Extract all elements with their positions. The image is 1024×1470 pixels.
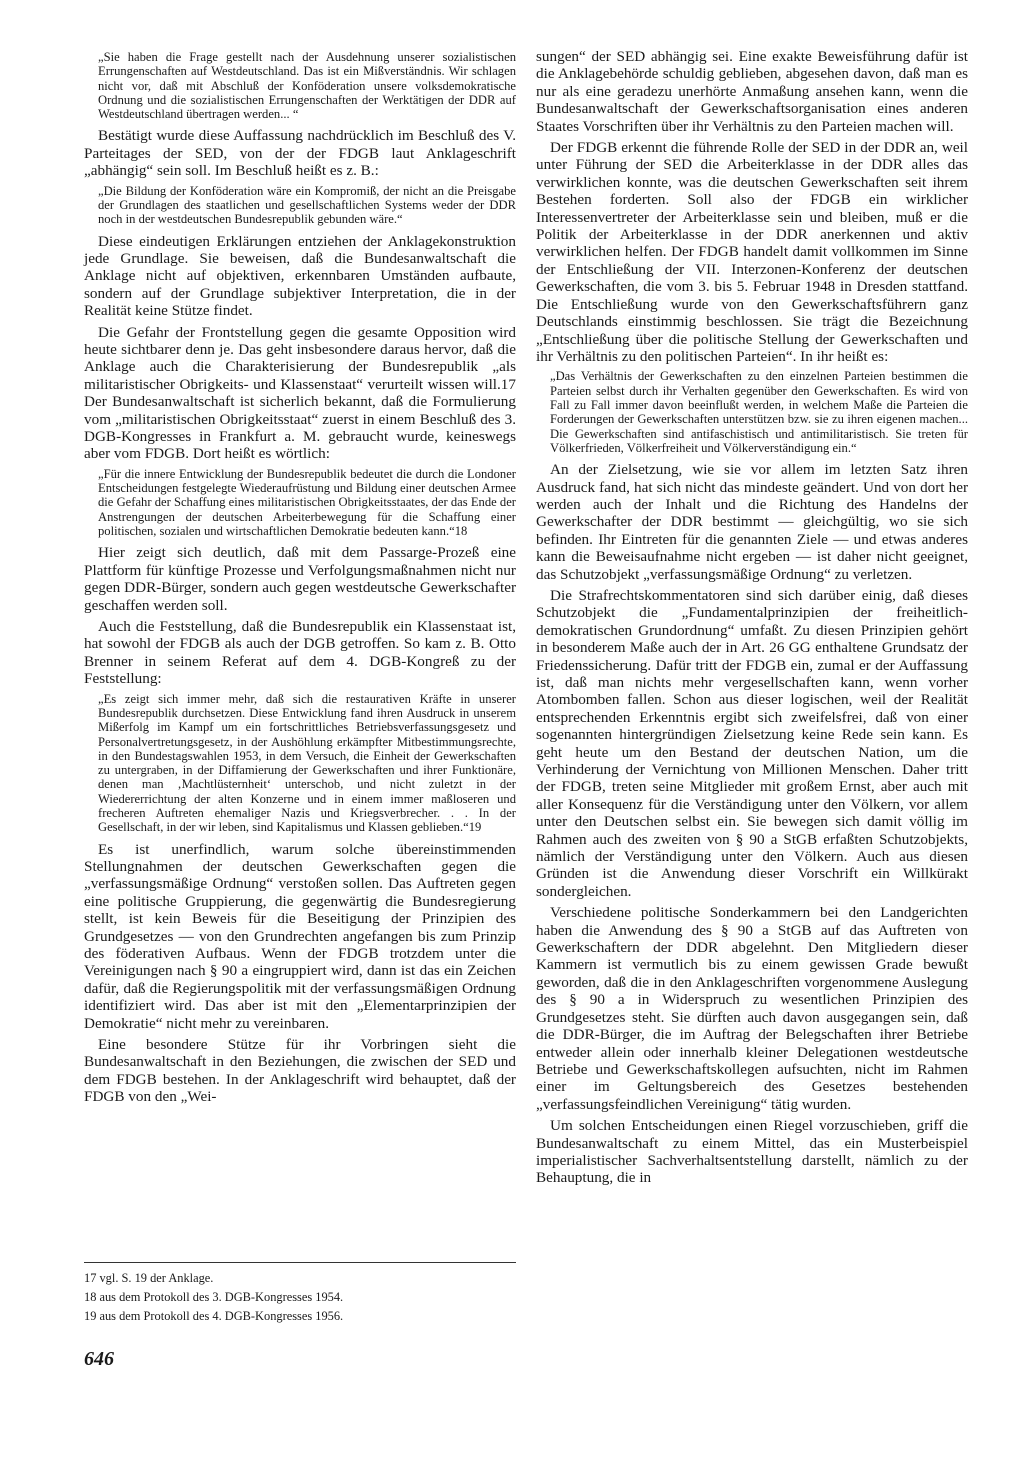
block-quote: „Die Bildung der Konföderation wäre ein Kompromiß, der nicht an die Preisgabe der Grundlagen des staatlichen und gesellschaftlichen Systems weder der DDR noch in der westdeutschen Bundesrepublik gebunden wäre.“ — [98, 183, 516, 227]
paragraph: Die Gefahr der Frontstellung gegen die gesamte Opposition wird heute sichtbarer denn je. Das geht insbesondere daraus hervor, daß die Anklage auch die Charakterisierung der Bundesrepublik „als militaristischer Obrigkeits- und Klassenstaat“ verurteilt wissen will.17 Der Bundesanwaltschaft ist sicherlich bekannt, daß die Formulierung vom „militaristischen Obrigkeitsstaat“ zuerst in einem Beschluß des 3. DGB-Kongresses in Frankfurt a. M. gebraucht wurde, keineswegs aber vom FDGB. Dort heißt es wörtlich: — [84, 323, 516, 463]
paragraph: Es ist unerfindlich, warum solche übereinstimmenden Stellungnahmen der deutschen Gewerkschaften gegen die „verfassungsmäßige Ordnung“ verstoßen sollen. Das Auftreten gegen eine politische Gruppierung, die gegenwärtig die Bundesregierung stellt, ist kein Beweis für die Beseitigung der Prinzipien des Grundgesetzes — von den Grundrechten angefangen bis zum Prinzip des föderativen Aufbaus. Wenn der FDGB trotzdem unter die Vereinigungen nach § 90 a eingruppiert wird, dann ist das ein Zeichen dafür, daß die Regierungspolitik mit der verfassungsmäßigen Ordnung identifiziert wird. Das aber ist mit den „Elementarprinzipien der Demokratie“ nicht mehr zu vereinbaren. — [84, 840, 516, 1032]
block-quote: „Es zeigt sich immer mehr, daß sich die restaurativen Kräfte in unserer Bundesrepublik durchsetzen. Diese Entwicklung fand ihren Ausdruck in unserem Mißerfolg im Kampf um ein fortschrittliches Betriebsverfassungsgesetz und Personalvertretungsgesetz, in der Aushöhlung erkämpfter Mitbestimmungsrechte, in den Bundestagswahlen 1953, in dem Versuch, die Einheit der Gewerkschaften zu untergraben, in der Diffamierung der Gewerkschaften und ihrer Funktionäre, denen man ‚Machtlüsternheit‘ unterschob, und nicht zuletzt in der Wiedererrichtung der alten Konzerne und in einem immer maßloseren und frecheren Auftreten ehemaliger Nazis und Kriegsverbrecher. . . In der Gesellschaft, in der wir leben, sind Kapitalismus und Klassen geblieben.“19 — [98, 691, 516, 835]
footnotes — [84, 1262, 516, 1326]
paragraph: Verschiedene politische Sonderkammern bei den Landgerichten haben die Anwendung des § 90 a StGB auf das Auftreten von Gewerkschaftern der DDR abgelehnt. Den Mitgliedern dieser Kammern ist vermutlich bis zu einem gewissen Grade bewußt geworden, daß die in den Anklageschriften vorgenommene Auslegung des § 90 a in Widerspruch zu wesentlichen Prinzipien des Grundgesetzes steht. Sie dürften auch davon ausgegangen sein, daß die DDR-Bürger, die im Auftrag der Belegschaften ihrer Betriebe entweder allein oder innerhalb kleiner Delegationen westdeutsche Betriebe und Gewerkschaftskollegen aufsuchten, nicht im Rahmen einer im Geltungsbereich des Gesetzes bestehenden „verfassungsfeindlichen Vereinigung“ tätig wurden. — [536, 904, 968, 1113]
right-column — [536, 48, 968, 1191]
footnote-18: 18 aus dem Protokoll des 3. DGB-Kongresses 1954. — [84, 1290, 344, 1304]
left-column — [84, 48, 516, 1110]
document-page — [84, 48, 968, 1420]
paragraph: Eine besondere Stütze für ihr Vorbringen sieht die Bundesanwaltschaft in den Beziehungen, die zwischen der SED und dem FDGB bestehen. In der Anklageschrift wird behauptet, daß der FDGB von den „Wei- — [84, 1036, 516, 1106]
block-quote: „Sie haben die Frage gestellt nach der Ausdehnung unserer sozialistischen Errungenschaften auf Westdeutschland. Das ist ein Mißverständnis. Wir schlagen nicht vor, daß mit Abschluß der Konföderation unsere volksdemokratische Ordnung und die sozialistischen Errungenschaften der Werktätigen der DDR auf Westdeutschland übertragen werden... “ — [98, 50, 516, 122]
paragraph: Um solchen Entscheidungen einen Riegel vorzuschieben, griff die Bundesanwaltschaft zu einem Mittel, das ein Musterbeispiel imperialistischer Sachverhaltsentstellung darstellt, nämlich zu der Behauptung, die in — [536, 1117, 968, 1187]
footnote-19: 19 aus dem Protokoll des 4. DGB-Kongresses 1956. — [84, 1309, 344, 1323]
page-number: 646 — [84, 1348, 114, 1370]
block-quote: „Das Verhältnis der Gewerkschaften zu den einzelnen Parteien bestimmen die Parteien selbst durch ihr Verhalten gegenüber den Gewerkschaften. Es wird von Fall zu Fall immer davon beeinflußt werden, in welchem Maße die Parteien die Forderungen der Gewerkschaften unterstützen bzw. sie zu ihren eigenen machen... Die Gewerkschaften sind antifaschistisch und antimilitaristisch. Sie treten für Völkerfrieden, Völkerfreiheit und Völkerverständigung ein.“ — [550, 369, 968, 455]
paragraph: An der Zielsetzung, wie sie vor allem im letzten Satz ihren Ausdruck fand, hat sich nicht das mindeste geändert. Und von dort her werden auch der Inhalt und die Richtung des Handelns der Gewerkschafter der DDR bestimmt — gleichgültig, wo sie sich befinden. Ihr Eintreten für die genannten Ziele — und etwas anderes kann die Beweisaufnahme nicht ergeben — ist daher nicht geeignet, das Schutzobjekt „verfassungsmäßige Ordnung“ zu verletzen. — [536, 461, 968, 583]
paragraph: Auch die Feststellung, daß die Bundesrepublik ein Klassenstaat ist, hat sowohl der FDGB als auch der DGB getroffen. So kam z. B. Otto Brenner in seinem Referat auf dem 4. DGB-Kongreß zu der Feststellung: — [84, 617, 516, 688]
footnote-17: 17 vgl. S. 19 der Anklage. — [84, 1271, 214, 1285]
paragraph: Diese eindeutigen Erklärungen entziehen der Anklagekonstruktion jede Grundlage. Sie beweisen, daß die Bundesanwaltschaft die Anklage nicht auf objektiven, erkennbaren Umständen aufbaute, sondern auf der Grundlage subjektiver Interpretation, die in der Realität keine Stütze findet. — [84, 232, 516, 320]
paragraph: Bestätigt wurde diese Auffassung nachdrücklich im Beschluß des V. Parteitages der SED, von der der FDGB laut Anklageschrift „abhängig“ sein soll. Im Beschluß heißt es z. B.: — [84, 127, 516, 180]
paragraph: Der FDGB erkennt die führende Rolle der SED in der DDR an, weil unter Führung der SED die Arbeiterklasse in der DDR alles das verwirklichen konnte, was die deutschen Gewerkschaften seit ihrem Bestehen forderten. Soll also der FDGB ein wirklicher Interessenvertreter der Arbeiterklasse sein und bleiben, muß er die Politik der Arbeiterklasse in der DDR anerkennen und aktiv verwirklichen helfen. Der FDGB handelt damit vollkommen im Sinne der Entschließung der VII. Interzonen-Konferenz der deutschen Gewerkschaften, die vom 3. bis 5. Februar 1948 in Dresden stattfand. Die Entschließung wurde von den Gewerkschaftsführern ganz Deutschlands einstimmig beschlossen. Sie trägt die Bezeichnung „Entschließung über die politische Stellung der Gewerkschaften und ihr Verhältnis zu den politischen Parteien“. In ihr heißt es: — [536, 139, 968, 365]
paragraph: sungen“ der SED abhängig sei. Eine exakte Beweisführung dafür ist die Anklagebehörde schuldig geblieben, abgesehen davon, daß man es nur als eine geradezu unerhörte Anmaßung ansehen kann, wenn die Bundesanwaltschaft der Gewerkschaftsorganisation eines anderen Staates Vorschriften über ihr Verhältnis zu den Parteien machen will. — [536, 48, 968, 135]
block-quote: „Für die innere Entwicklung der Bundesrepublik bedeutet die durch die Londoner Entscheidungen festgelegte Wiederaufrüstung und Bildung einer deutschen Armee die Gefahr der Schaffung eines militaristischen Obrigkeitsstaates, der das Ende der Anstrengungen der deutschen Arbeiterbewegung für die Schaffung einer politischen, sozialen und wirtschaftlichen Demokratie bedeuten kann.“18 — [98, 466, 516, 539]
paragraph: Hier zeigt sich deutlich, daß mit dem Passarge-Prozeß eine Plattform für künftige Prozesse und Verfolgungsmaßnahmen nicht nur gegen DDR-Bürger, sondern auch gegen westdeutsche Gewerkschafter geschaffen werden soll. — [84, 544, 516, 614]
paragraph: Die Strafrechtskommentatoren sind sich darüber einig, daß dieses Schutzobjekt die „Fundamentalprinzipien der freiheitlich-demokratischen Grundordnung“ umfaßt. Zu diesen Prinzipien gehört in besonderem Maße auch der in Art. 26 GG enthaltene Grundsatz der Friedenssicherung. Dafür tritt der FDGB ein, zumal er der Auffassung ist, daß man nichts mehr vergesellschaften kann, wenn vorher Atombomben fallen. Schon aus dieser logischen, weil der Realität entsprechenden Erkenntnis ergibt sich zweifelsfrei, daß von einer sogenannten hintergründigen Zielsetzung keine Rede sein kann. Es geht heute um den Bestand der deutschen Nation, um die Verhinderung der Vernichtung von Millionen Menschen. Daher tritt der FDGB, treten seine Mitglieder mit großem Ernst, aber auch mit aller Konsequenz für die Verständigung unter den Völkern, vor allem unter den Deutschen selbst ein. Sie bewegen sich damit völlig im Rahmen auch des zweiten von § 90 a StGB erfaßten Schutzobjekts, nämlich der Verständigung unter den Völkern. Auch aus diesen Gründen ist die Anwendung dieser Vorschrift ein Willkürakt sondergleichen. — [536, 586, 968, 900]
